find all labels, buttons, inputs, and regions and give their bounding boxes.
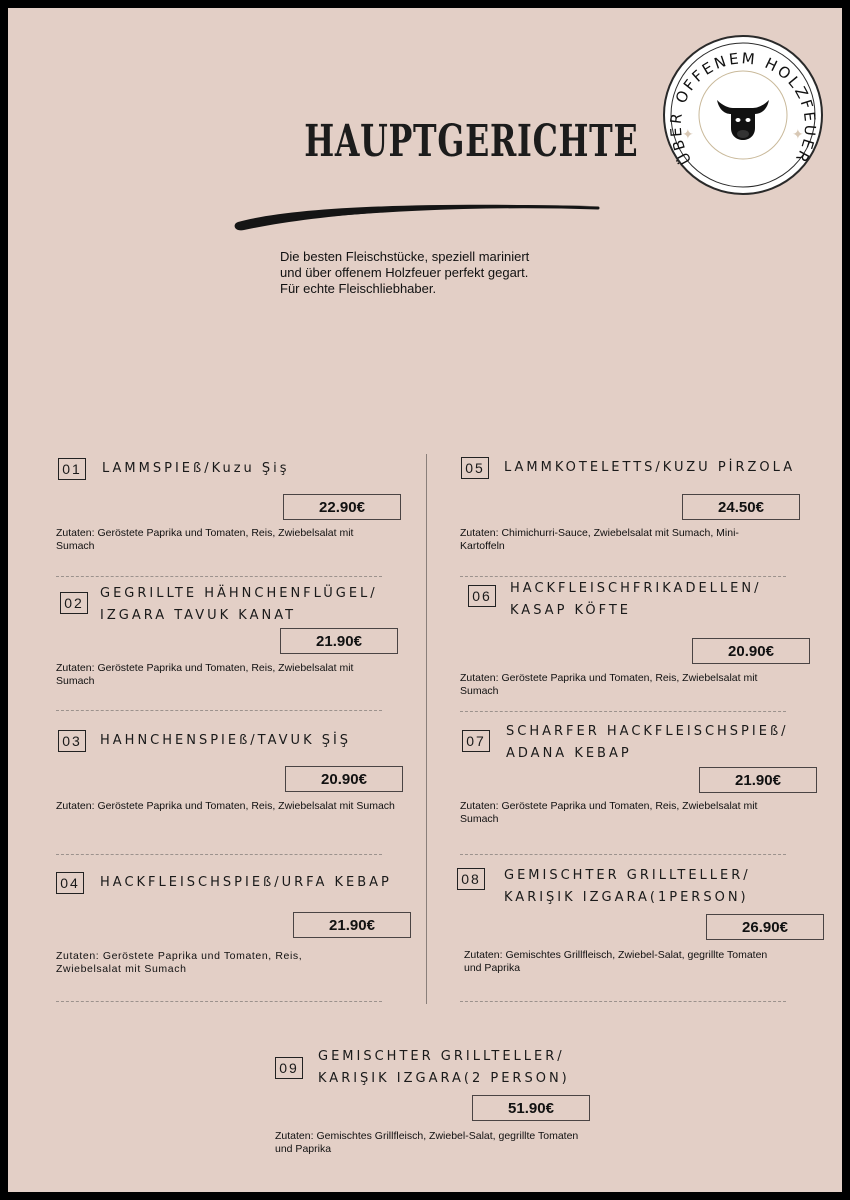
item-price: 21.90€ [293, 912, 411, 938]
item-number: 04 [56, 872, 84, 894]
description-line: Sumach [460, 812, 499, 825]
description-line: Zutaten: Geröstete Paprika und Tomaten, Reis, [56, 950, 303, 962]
description-line: Sumach [56, 539, 95, 552]
description-line: Zutaten: Chimichurri-Sauce, Zwiebelsalat mit Sumach, Mini- [460, 527, 739, 539]
item-number: 02 [60, 592, 88, 614]
item-name: HAHNCHENSPIEß/TAVUK ŞİŞ [100, 733, 352, 748]
description-line: Sumach [460, 684, 499, 697]
item-number: 09 [275, 1057, 303, 1079]
separator [460, 854, 786, 855]
separator [56, 710, 382, 711]
item-name: LAMMKOTELETTS/KUZU PİRZOLA [504, 460, 796, 475]
svg-text:✦: ✦ [792, 126, 804, 142]
description-line: Zutaten: Geröstete Paprika und Tomaten, Reis, Zwiebelsalat mit [460, 800, 758, 812]
item-price: 20.90€ [692, 638, 810, 664]
item-name: HACKFLEISCHSPIEß/URFA KEBAP [100, 875, 392, 890]
description-line: Zutaten: Geröstete Paprika und Tomaten, Reis, Zwiebelsalat mit [56, 527, 354, 539]
item-description [56, 950, 302, 975]
description-line: Sumach [56, 674, 95, 687]
name-line: GEGRILLTE HÄHNCHENFLÜGEL/ [100, 586, 378, 601]
item-description [56, 662, 353, 687]
menu-page [8, 8, 842, 1192]
item-number: 08 [457, 868, 485, 890]
brush-stroke-decoration [230, 194, 610, 234]
name-line: SCHARFER HACKFLEISCHSPIEß/ [506, 724, 789, 739]
item-price: 21.90€ [280, 628, 398, 654]
name-line: KARIŞIK IZGARA(2 PERSON) [318, 1071, 570, 1086]
description-line: Kartoffeln [460, 539, 505, 552]
page-title: HAUPTGERICHTE [304, 116, 639, 167]
item-description [56, 527, 353, 552]
description-line: und Paprika [275, 1142, 332, 1155]
item-description [275, 1130, 578, 1155]
name-line: IZGARA TAVUK KANAT [100, 608, 297, 623]
item-description [460, 800, 757, 825]
item-price: 51.90€ [472, 1095, 590, 1121]
name-line: GEMISCHTER GRILLTELLER/ [504, 868, 751, 883]
separator [460, 1001, 786, 1002]
intro-line: Für echte Fleischliebhaber. [280, 281, 437, 296]
description-line: Zutaten: Gemischtes Grillfleisch, Zwiebel-Salat, gegrillte Tomaten [275, 1130, 579, 1142]
item-name [504, 865, 751, 909]
intro-text [280, 249, 610, 297]
intro-line: Die besten Fleischstücke, speziell mariniert [280, 249, 530, 264]
stamp-text: ÜBER OFFENEM HOLZFEUER [666, 49, 820, 168]
description-line: und Paprika [464, 961, 521, 974]
item-number: 06 [468, 585, 496, 607]
column-divider [426, 454, 427, 1004]
description-line: Zutaten: Geröstete Paprika und Tomaten, Reis, Zwiebelsalat mit [56, 662, 354, 674]
separator [56, 854, 382, 855]
separator [460, 576, 786, 577]
item-name [510, 578, 761, 622]
item-name: LAMMSPIEß/Kuzu Şiş [102, 461, 290, 476]
item-number: 03 [58, 730, 86, 752]
item-price: 22.90€ [283, 494, 401, 520]
item-name [100, 583, 378, 627]
item-number: 05 [461, 457, 489, 479]
item-description [464, 949, 767, 974]
description-line: Zwiebelsalat mit Sumach [56, 962, 187, 975]
separator [56, 1001, 382, 1002]
item-price: 20.90€ [285, 766, 403, 792]
name-line: KARIŞIK IZGARA(1PERSON) [504, 890, 749, 905]
item-number: 07 [462, 730, 490, 752]
name-line: KASAP KÖFTE [510, 603, 631, 618]
item-price: 24.50€ [682, 494, 800, 520]
item-description [56, 800, 395, 813]
item-name [506, 721, 789, 765]
description-line: Zutaten: Gemischtes Grillfleisch, Zwiebel-Salat, gegrillte Tomaten [464, 949, 768, 961]
svg-text:✦: ✦ [682, 126, 694, 142]
name-line: HACKFLEISCHFRIKADELLEN/ [510, 581, 762, 596]
item-description [460, 527, 739, 552]
item-description [460, 672, 757, 697]
item-price: 26.90€ [706, 914, 824, 940]
wood-fire-stamp [662, 34, 824, 196]
item-number: 01 [58, 458, 86, 480]
separator [460, 711, 786, 712]
intro-line: und über offenem Holzfeuer perfekt gegart. [280, 265, 529, 280]
name-line: ADANA KEBAP [506, 746, 632, 761]
description-line: Zutaten: Geröstete Paprika und Tomaten, Reis, Zwiebelsalat mit [460, 672, 758, 684]
separator [56, 576, 382, 577]
item-price: 21.90€ [699, 767, 817, 793]
description-line: Zutaten: Geröstete Paprika und Tomaten, Reis, Zwiebelsalat mit Sumach [56, 800, 395, 812]
name-line: GEMISCHTER GRILLTELLER/ [318, 1049, 565, 1064]
item-name [318, 1046, 570, 1090]
